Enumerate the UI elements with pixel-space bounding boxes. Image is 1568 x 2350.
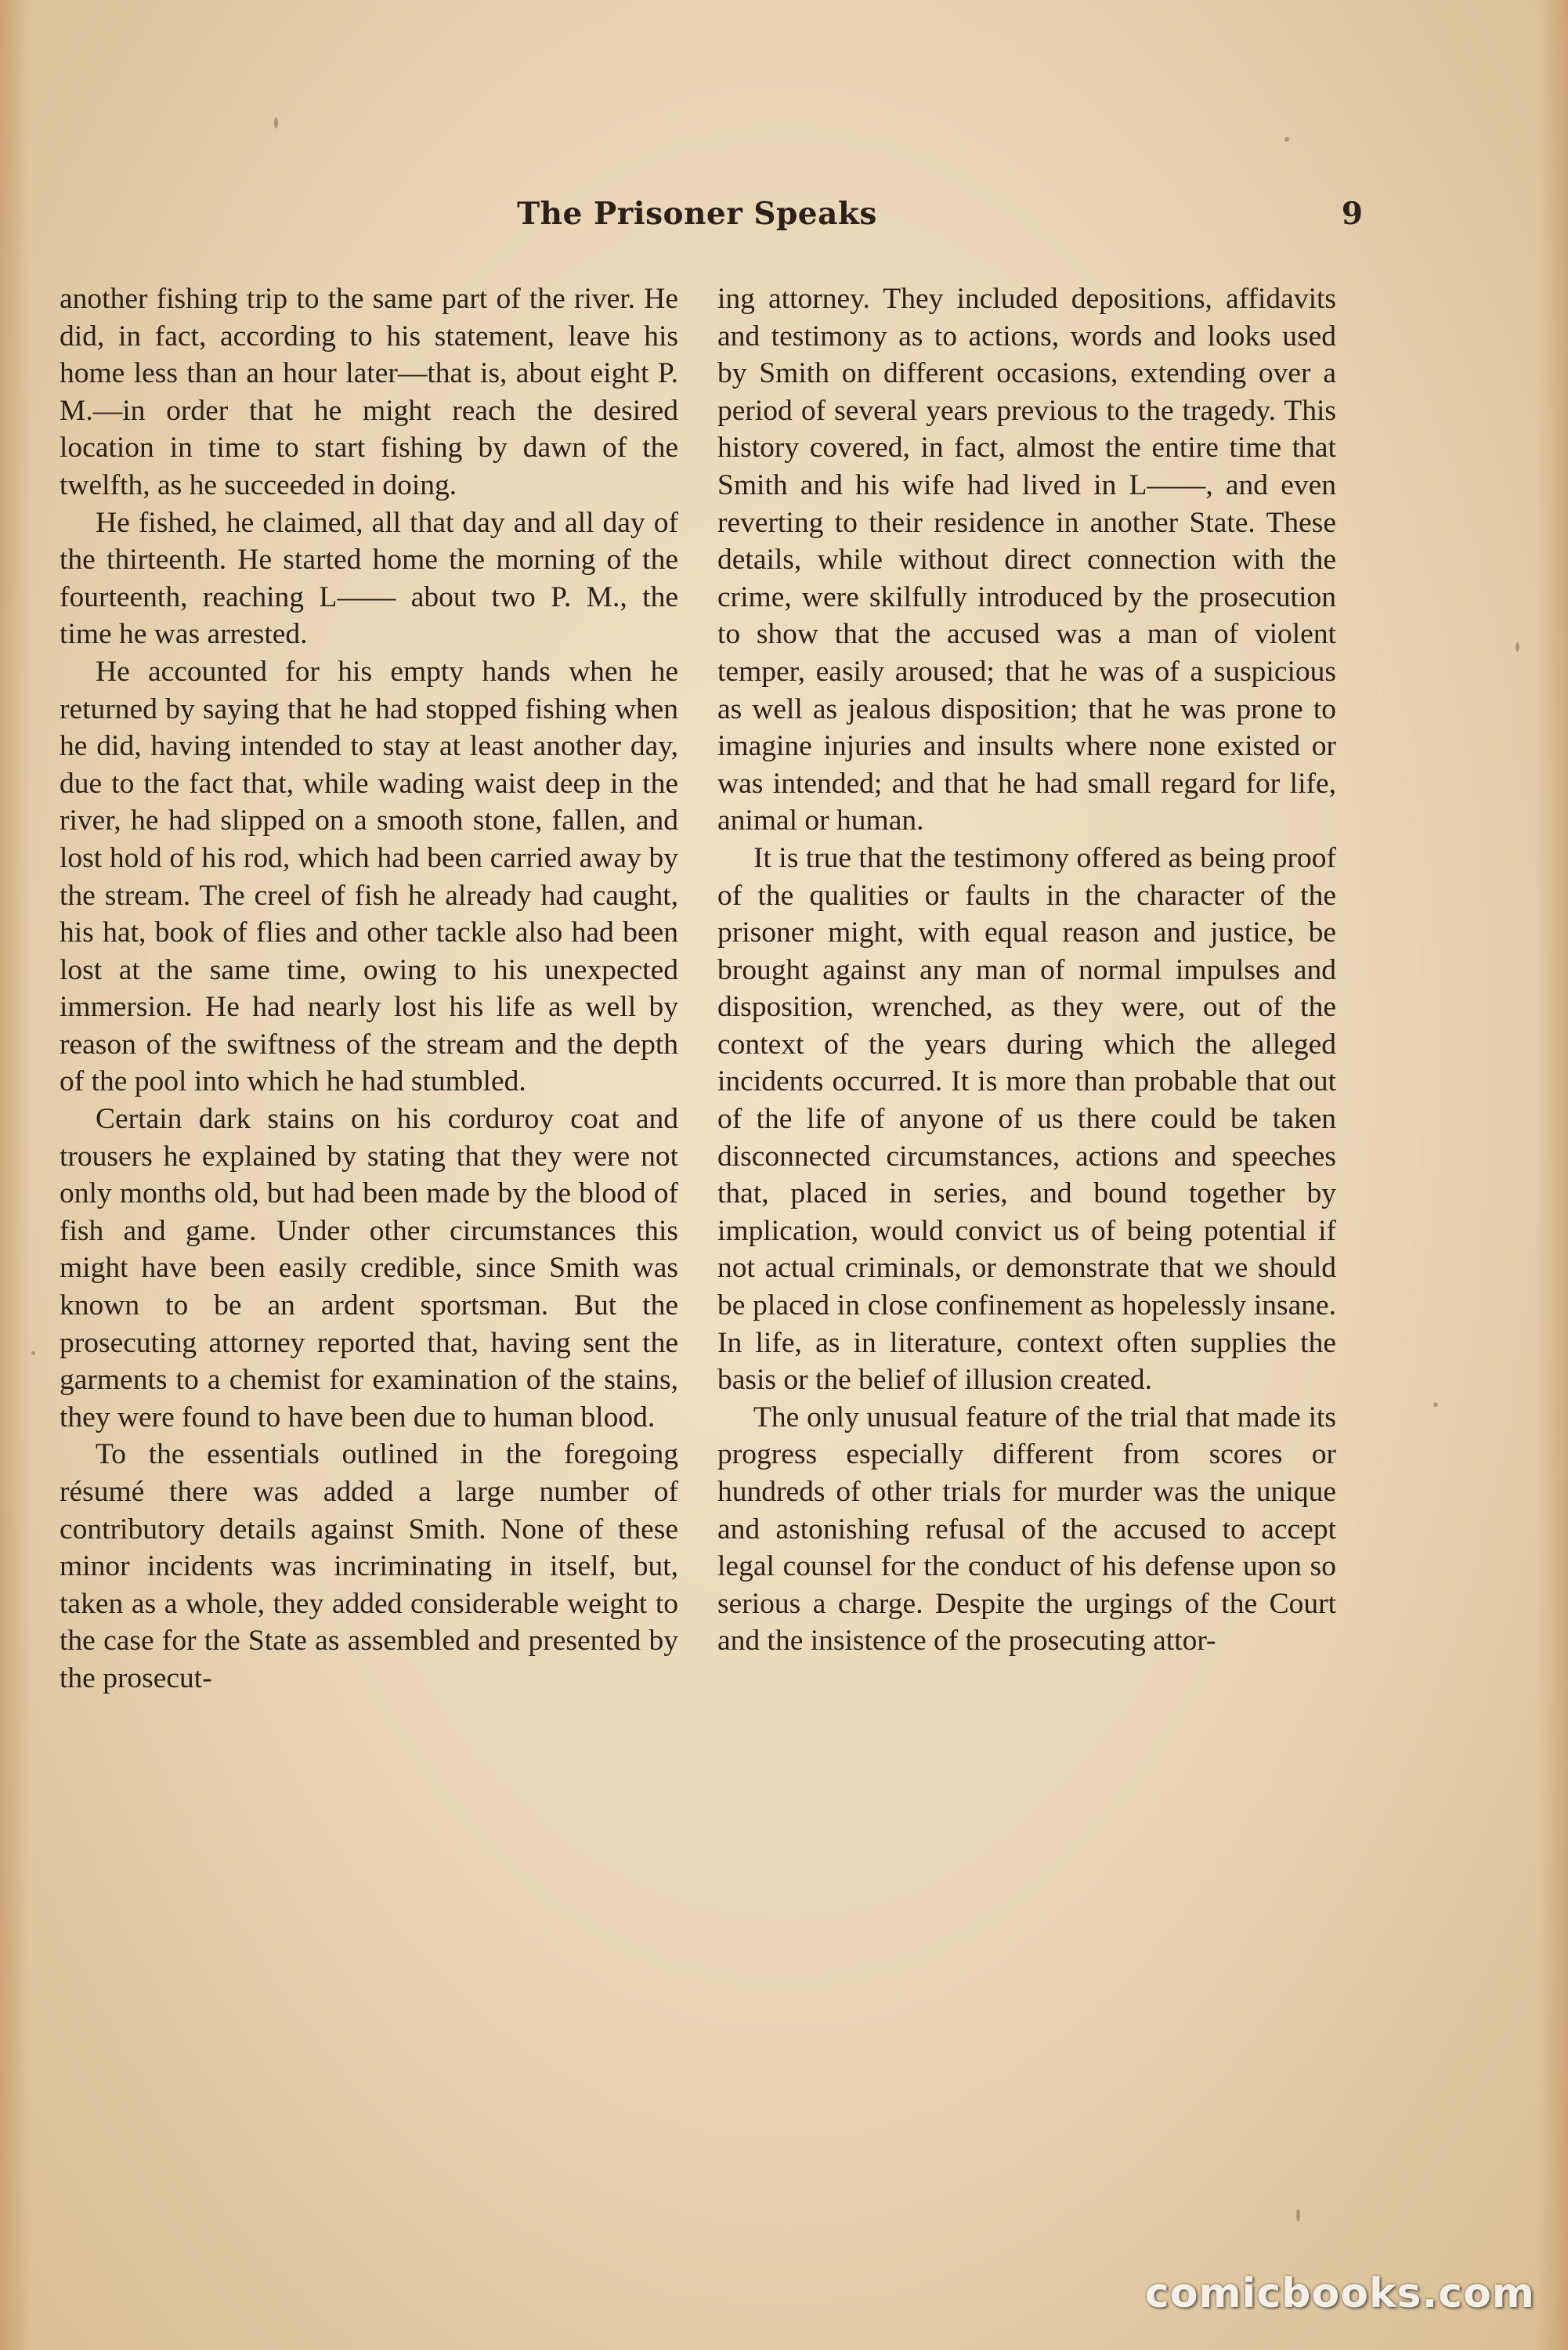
paragraph: It is true that the testimony offered as being proof of the qualities or faults in the character of the prisoner might, with equal reason and justice, be brought against any man of normal impulses and disposition, wrenched, as they were, out of the context of the years during which the alleged incidents occurred. It is more than probable that out of the life of anyone of us there could be taken disconnected circumstances, actions and speeches that, placed in series, and bound together by implication, would convict us of being potential if not actual criminals, or demonstrate that we should be placed in close confinement as hopelessly insane. In life, as in literature, context often supplies the basis or the belief of illusion created. — [717, 841, 1336, 1397]
site-watermark: comicbooks.com — [1144, 2270, 1535, 2317]
text-column-right — [717, 280, 1336, 1660]
paragraph: He fished, he claimed, all that day and all day of the thirteenth. He started home the morning of the fourteenth, reaching L—— about two P. M., the time he was arrested. — [60, 506, 678, 651]
paragraph: To the essentials outlined in the foregoing résumé there was added a large number of contributory details against Smith. None of these minor incidents was incriminating in itself, but, taken as a whole, they added considerable weight to the case for the State as assembled and presented by the prosecut- — [60, 1438, 678, 1694]
paper-speck — [1516, 642, 1519, 652]
page-number: 9 — [1341, 196, 1363, 232]
paper-speck — [1433, 1402, 1438, 1407]
paper-speck — [274, 118, 278, 128]
running-header — [55, 196, 1363, 243]
text-column-left — [60, 280, 678, 1697]
paragraph: another fishing trip to the same part of the river. He did, in fact, according to his statement, leave his home less than an hour later—that is, about eight P. M.—in order that he might reach the desired location in time to start fishing by dawn of the twelfth, as he succeeded in doing. — [60, 283, 678, 501]
paper-speck — [1296, 2209, 1300, 2222]
paper-speck — [1284, 137, 1289, 142]
header-title: The Prisoner Speaks — [517, 196, 877, 232]
paragraph: Certain dark stains on his corduroy coat and trousers he explained by stating that they were not only months old, but had been made by the blood of fish and game. Under other circumstances this might have been easily credible, since Smith was known to be an ardent sportsman. But the prosecuting attorney reported that, having sent the garments to a chemist for examination of the stains, they were found to have been due to human blood. — [60, 1103, 678, 1434]
page-edge-shadow-right — [1537, 0, 1568, 2350]
page-edge-shadow-left — [0, 0, 31, 2350]
paragraph: He accounted for his empty hands when he returned by saying that he had stopped fishing when he did, having intended to stay at least another day, due to the fact that, while wading waist deep in the river, he had slipped on a smooth stone, fallen, and lost hold of his rod, which had been carried away by the stream. The creel of fish he already had caught, his hat, book of flies and other tackle also had been lost at the same time, owing to his unexpected immersion. He had nearly lost his life as well by reason of the swiftness of the stream and the depth of the pool into which he had stumbled. — [60, 655, 678, 1098]
paragraph: The only unusual feature of the trial that made its progress especially different from scores or hundreds of other trials for murder was the unique and astonishing refusal of the accused to accept legal counsel for the conduct of his defense upon so serious a charge. Despite the urgings of the Court and the insistence of the prosecuting attor- — [717, 1401, 1336, 1658]
paper-speck — [31, 1351, 35, 1355]
paragraph: ing attorney. They included depositions, affidavits and testimony as to actions, words and looks used by Smith on different occasions, extending over a period of several years previous to the tragedy. This history covered, in fact, almost the entire time that Smith and his wife had lived in L——, and even reverting to their residence in another State. These details, while without direct connection with the crime, were skilfully introduced by the prosecution to show that the accused was a man of violent temper, easily aroused; that he was of a suspicious as well as jealous disposition; that he was prone to imagine injuries and insults where none existed or was intended; and that he had small regard for life, animal or human. — [717, 283, 1336, 837]
